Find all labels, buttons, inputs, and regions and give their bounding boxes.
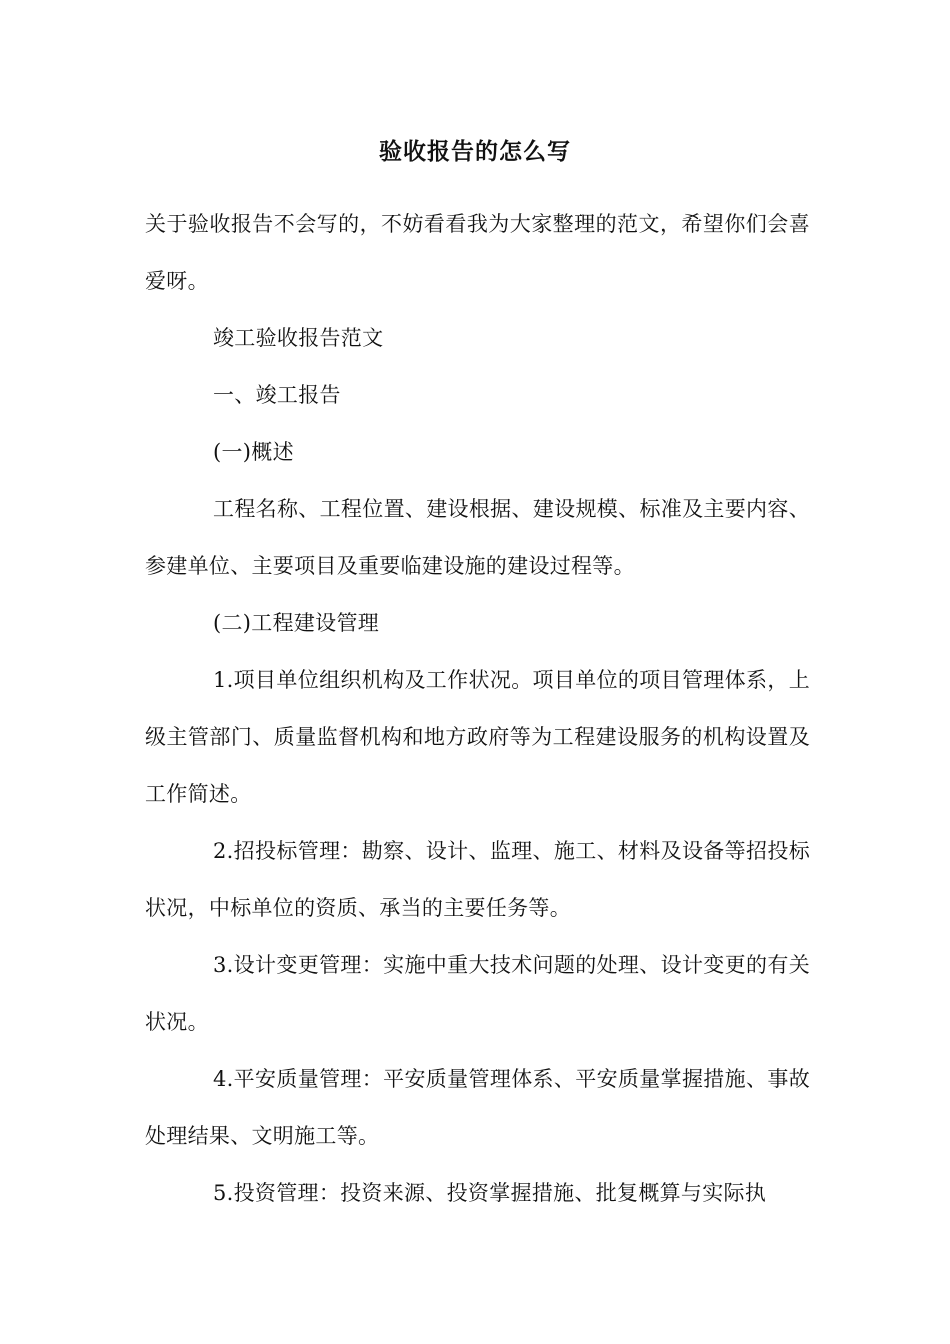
management-item-4: 4.平安质量管理：平安质量管理体系、平安质量掌握措施、事故处理结果、文明施工等。: [145, 1067, 810, 1148]
management-item-5: 5.投资管理：投资来源、投资掌握措施、批复概算与实际执: [213, 1181, 767, 1205]
management-item-3: 3.设计变更管理：实施中重大技术问题的处理、设计变更的有关状况。: [145, 953, 810, 1034]
management-item-2: 2.招投标管理：勘察、设计、监理、施工、材料及设备等招投标状况，中标单位的资质、承当的主要任务等。: [145, 839, 810, 920]
subsection-heading-management: (二)工程建设管理: [213, 611, 380, 635]
document-body: [145, 196, 810, 1222]
subsection-heading-overview: (一)概述: [213, 440, 294, 464]
management-item-1: 1.项目单位组织机构及工作状况。项目单位的项目管理体系，上级主管部门、质量监督机构和地方政府等为工程建设服务的机构设置及工作简述。: [145, 668, 810, 806]
document-title: 验收报告的怎么写: [379, 138, 571, 165]
section-heading-sample: 竣工验收报告范文: [213, 326, 384, 350]
overview-paragraph: 工程名称、工程位置、建设根据、建设规模、标准及主要内容、参建单位、主要项目及重要临建设施的建设过程等。: [145, 497, 810, 578]
intro-paragraph: 关于验收报告不会写的，不妨看看我为大家整理的范文，希望你们会喜爱呀。: [145, 212, 810, 293]
section-heading-1: 一、竣工报告: [213, 383, 341, 407]
